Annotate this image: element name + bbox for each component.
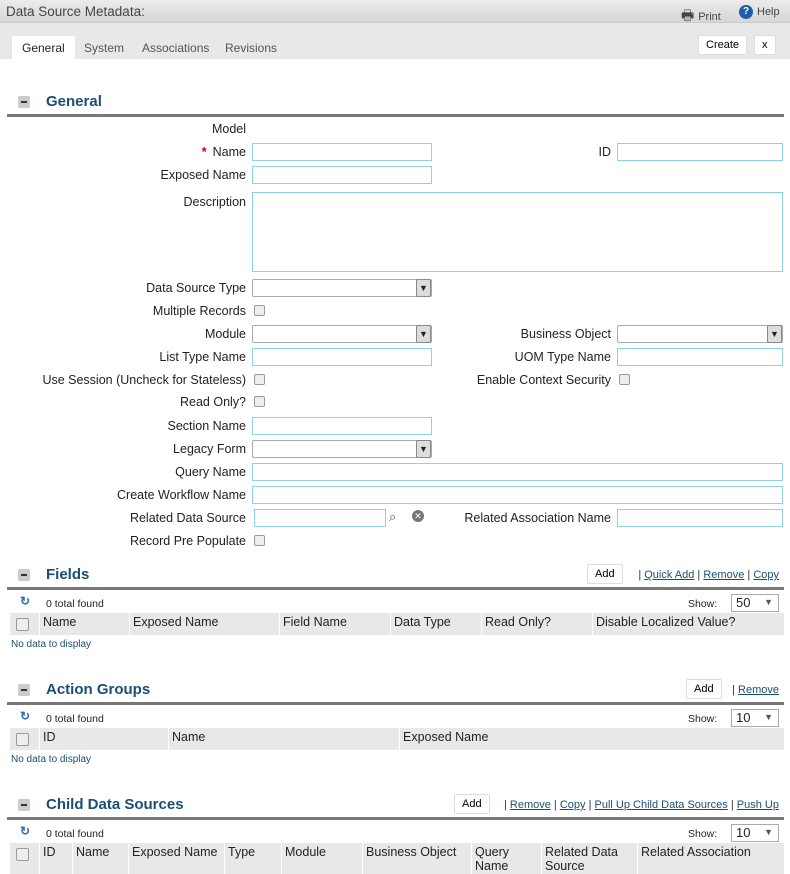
dropdown-arrow-icon: ▼ [416,279,431,297]
legacy-form-select[interactable] [252,440,432,458]
column-header[interactable]: Data Type [390,613,481,635]
required-icon: * [201,145,207,159]
tab-general[interactable]: General [12,36,75,59]
tab-associations[interactable]: Associations [142,41,210,55]
label-legacy-form: Legacy Form [173,442,246,456]
select-all-checkbox[interactable] [16,848,29,861]
column-header[interactable]: Name [168,728,399,750]
label-record-pre-populate: Record Pre Populate [129,534,246,548]
fields-section-links: | Quick Add | Remove | Copy [638,569,779,581]
column-header[interactable]: Business Object [362,843,471,874]
child-sources-table-header [10,843,784,874]
action-groups-links: | Remove [732,684,779,696]
label-related-association-name: Related Association Name [464,511,611,525]
clear-icon[interactable]: ✕ [412,510,424,522]
column-header[interactable]: Exposed Name [399,728,780,750]
action-groups-add-button[interactable]: Add [686,679,722,699]
show-label: Show: [688,598,718,610]
label-model: Model [211,122,246,136]
page-size-select[interactable]: 10 ▼ [731,824,779,842]
refresh-icon[interactable]: ↻ [20,824,31,838]
section-name-input[interactable] [252,417,432,435]
tab-revisions[interactable]: Revisions [225,41,278,55]
general-section-header [18,93,102,110]
empty-message: No data to display [11,639,92,650]
child-sources-section-header [18,796,184,813]
read-only-checkbox[interactable] [254,396,265,407]
fields-section-section-header [18,566,89,583]
column-header[interactable]: Exposed Name [128,843,224,874]
dropdown-arrow-icon: ▼ [764,827,773,837]
divider [7,702,784,705]
dropdown-arrow-icon: ▼ [764,712,773,722]
label-create-workflow-name: Create Workflow Name [117,488,246,502]
label-query-name: Query Name [175,465,246,479]
tab-system[interactable]: System [84,41,125,55]
select-all-checkbox[interactable] [16,618,29,631]
print-button[interactable]: 🖶 Print [681,5,721,29]
show-label: Show: [688,828,718,840]
column-header[interactable]: Exposed Name [129,613,279,635]
show-label: Show: [688,713,718,725]
select-all-checkbox[interactable] [16,733,29,746]
child-sources-add-button[interactable]: Add [454,794,490,814]
label-module: Module [205,327,246,341]
dropdown-arrow-icon: ▼ [767,325,782,343]
module-select[interactable] [252,325,432,343]
action-groups-section-header [18,681,150,698]
label-multiple-records: Multiple Records [152,304,246,318]
section-title: General [46,93,102,110]
use-session-checkbox[interactable] [254,374,265,385]
column-header[interactable]: Query Name [471,843,541,874]
section-title: Action Groups [46,681,151,698]
section-title: Fields [46,566,90,583]
business-object-select[interactable] [617,325,783,343]
total-count: 0 total found [46,598,104,610]
collapse-icon[interactable] [18,569,30,581]
id-input[interactable] [617,143,783,161]
column-header[interactable]: Disable Localized Value? [592,613,780,635]
fields-section-link-remove[interactable]: Remove [703,569,745,581]
column-header[interactable]: Name [72,843,128,874]
uom-type-name-input[interactable] [617,348,783,366]
data-source-type-select[interactable] [252,279,432,297]
label-enable-context-security: Enable Context Security [476,373,611,387]
multiple-records-checkbox[interactable] [254,305,265,316]
child-sources-link-pull-up-child-data-sources[interactable]: Pull Up Child Data Sources [594,799,728,811]
label-name: * Name [201,145,246,159]
label-use-session: Use Session (Uncheck for Stateless) [42,373,246,387]
action-groups-link-remove[interactable]: Remove [738,684,779,696]
label-id: ID [598,145,611,159]
label-data-source-type: Data Source Type [146,281,246,295]
fields-section-link-quick-add[interactable]: Quick Add [644,569,695,581]
label-business-object: Business Object [520,327,611,341]
refresh-icon[interactable]: ↻ [20,709,31,723]
divider [7,817,784,820]
empty-message: No data to display [11,754,92,765]
column-header[interactable]: ID [39,843,72,874]
label-list-type-name: List Type Name [159,350,246,364]
dropdown-arrow-icon: ▼ [416,325,431,343]
query-name-input[interactable] [252,463,783,481]
refresh-icon[interactable]: ↻ [20,594,31,608]
name-input[interactable] [252,143,432,161]
child-sources-link-remove[interactable]: Remove [509,799,551,811]
list-type-name-input[interactable] [252,348,432,366]
column-header[interactable]: Related Data Source [541,843,637,874]
create-workflow-name-input[interactable] [252,486,783,504]
column-header[interactable]: ID [39,728,168,750]
column-header[interactable]: Related Association [637,843,780,874]
section-title: Child Data Sources [46,796,184,813]
collapse-icon[interactable] [18,799,30,811]
child-sources-links: | Remove | Copy | Pull Up Child Data Sources | Push Up [503,799,779,811]
collapse-icon[interactable] [18,96,30,108]
label-uom-type-name: UOM Type Name [514,350,611,364]
record-pre-populate-checkbox[interactable] [254,535,265,546]
label-section-name: Section Name [167,419,246,433]
divider [7,587,784,590]
close-button[interactable]: x [754,35,776,55]
label-exposed-name: Exposed Name [160,168,246,182]
dropdown-arrow-icon: ▼ [416,440,431,458]
fields-section-link-copy[interactable]: Copy [753,569,779,581]
page-title: Data Source Metadata: [6,4,145,19]
fields-section-table-header [10,613,784,635]
related-association-name-input[interactable] [617,509,783,527]
collapse-icon[interactable] [18,684,30,696]
column-header[interactable]: Read Only? [481,613,592,635]
child-sources-link-push-up[interactable]: Push Up [736,799,779,811]
exposed-name-input[interactable] [252,166,432,184]
page-size-select[interactable]: 10 ▼ [731,709,779,727]
divider [7,114,784,117]
related-data-source-input[interactable] [254,509,386,527]
description-textarea[interactable] [252,192,783,272]
total-count: 0 total found [46,828,104,840]
action-groups-table-header [10,728,784,750]
search-icon[interactable]: ⌕ [389,509,397,524]
dropdown-arrow-icon: ▼ [764,597,773,607]
fields-section-add-button[interactable]: Add [587,564,623,584]
column-header[interactable]: Field Name [279,613,390,635]
label-description: Description [183,195,246,209]
help-icon: ? [739,5,753,19]
total-count: 0 total found [46,713,104,725]
page-size-select[interactable]: 50 ▼ [731,594,779,612]
label-related-data-source: Related Data Source [129,511,246,525]
child-sources-link-copy[interactable]: Copy [559,799,586,811]
column-header[interactable]: Module [281,843,362,874]
printer-icon: 🖶 [681,7,695,23]
label-read-only: Read Only? [179,395,246,409]
enable-context-security-checkbox[interactable] [619,374,630,385]
help-button[interactable]: ? Help [739,5,780,19]
create-button[interactable]: Create [698,35,747,55]
column-header[interactable]: Name [39,613,129,635]
column-header[interactable]: Type [224,843,281,874]
